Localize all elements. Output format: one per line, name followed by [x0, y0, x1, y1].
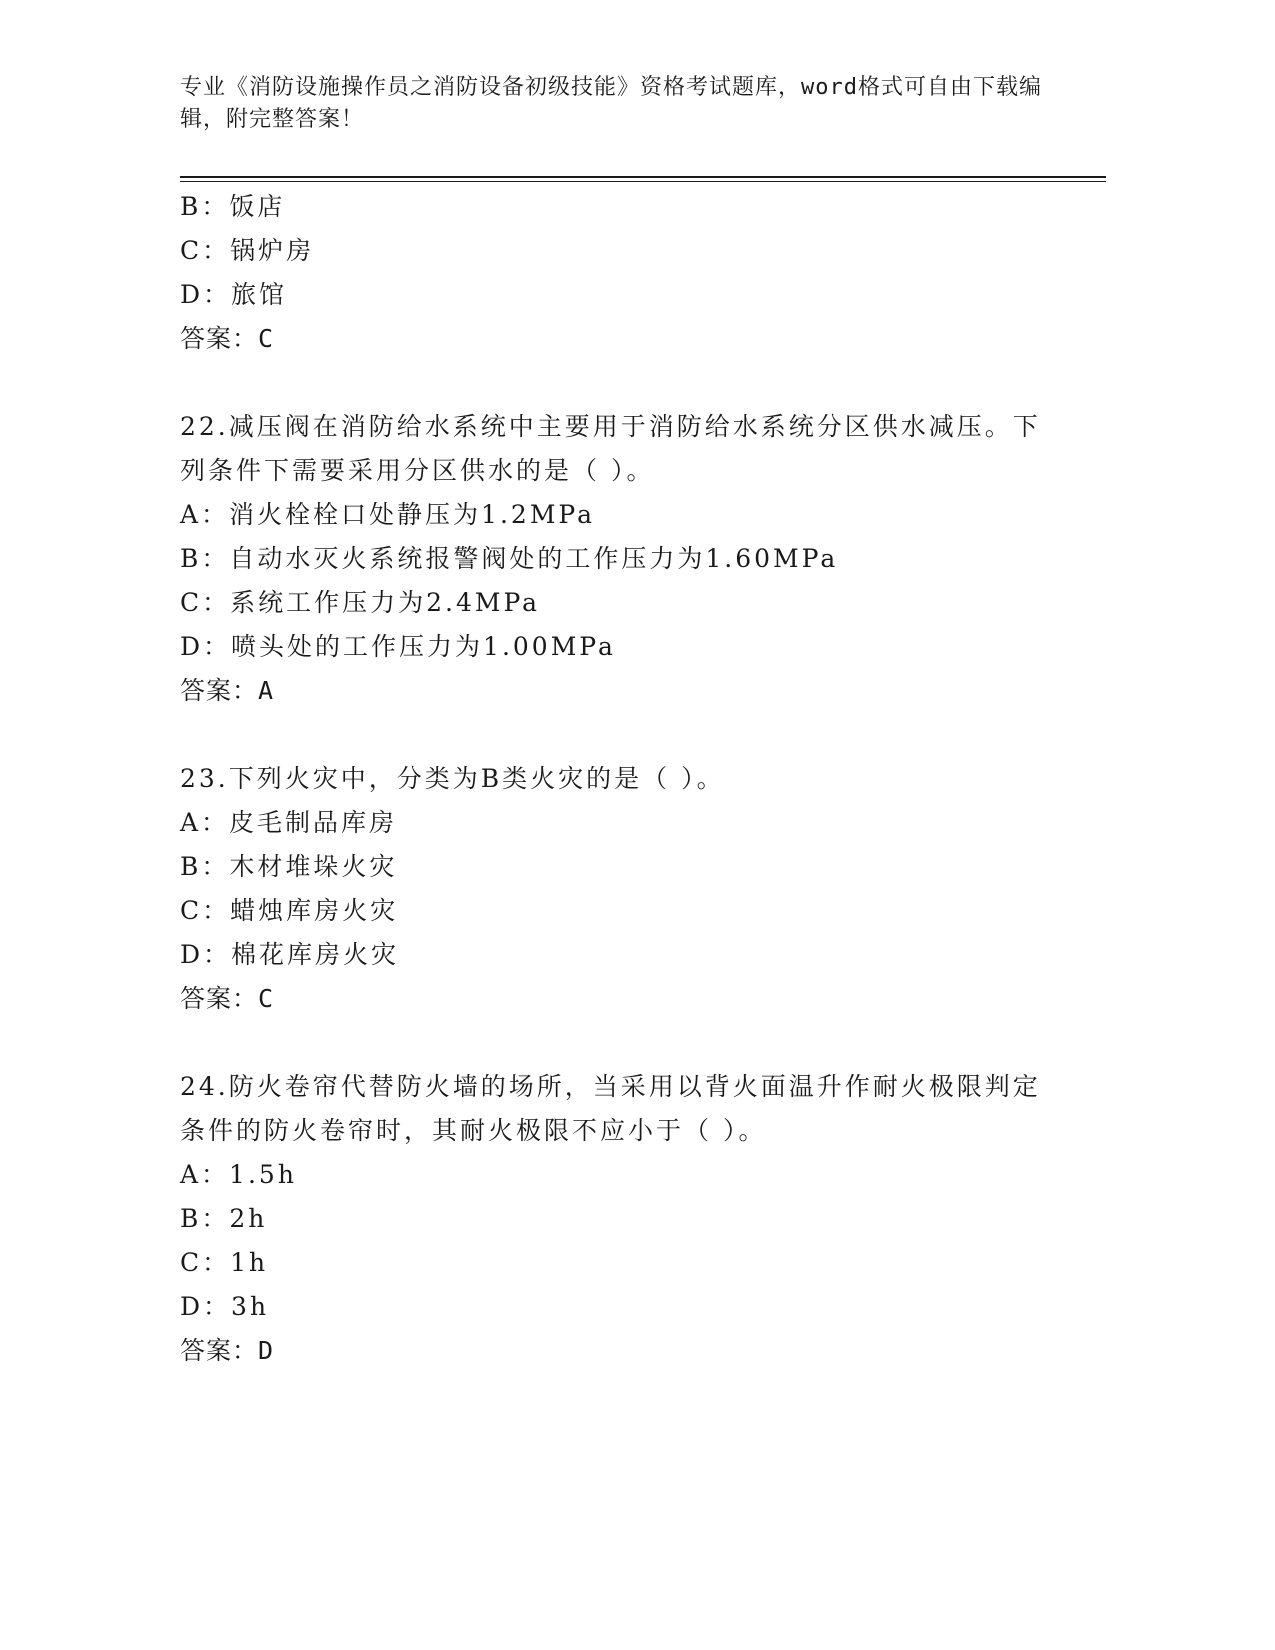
- spacer: [180, 713, 1060, 757]
- answer-line: 答案：A: [180, 676, 275, 705]
- question-24: [180, 1065, 1060, 1373]
- option-a: A：消火栓栓口处静压为1.2MPa: [180, 500, 596, 529]
- answer-line: 答案：D: [180, 1336, 275, 1365]
- question-text-line: 条件的防火卷帘时，其耐火极限不应小于（ ）。: [180, 1116, 767, 1145]
- question-21-continued: [180, 185, 1060, 361]
- option-b: B：2h: [180, 1204, 268, 1233]
- option-d: D：棉花库房火灾: [180, 940, 400, 969]
- header-divider-thick: [180, 176, 1106, 178]
- option-b: B：饭店: [180, 192, 286, 221]
- option-c: C：系统工作压力为2.4MPa: [180, 588, 541, 617]
- question-23: [180, 757, 1060, 1021]
- question-text-line: 23.下列火灾中，分类为B类火灾的是（ ）。: [180, 764, 725, 793]
- option-d: D：旅馆: [180, 280, 288, 309]
- option-d: D：喷头处的工作压力为1.00MPa: [180, 632, 616, 661]
- question-22: [180, 405, 1060, 713]
- spacer: [180, 1021, 1060, 1065]
- question-text-line: 列条件下需要采用分区供水的是（ ）。: [180, 456, 655, 485]
- option-a: A：皮毛制品库房: [180, 808, 398, 837]
- option-b: B：木材堆垛火灾: [180, 852, 398, 881]
- spacer: [180, 361, 1060, 405]
- header-divider-thin: [180, 181, 1106, 182]
- option-c: C：1h: [180, 1248, 269, 1277]
- option-c: C：锅炉房: [180, 236, 315, 265]
- answer-line: 答案：C: [180, 984, 275, 1013]
- question-text-line: 22.减压阀在消防给水系统中主要用于消防给水系统分区供水减压。下: [180, 412, 1041, 441]
- answer-line: 答案：C: [180, 324, 275, 353]
- option-b: B：自动水灭火系统报警阀处的工作压力为1.60MPa: [180, 544, 839, 573]
- option-d: D：3h: [180, 1292, 270, 1321]
- document-header: 专业《消防设施操作员之消防设备初级技能》资格考试题库，word格式可自由下载编辑，附完整答案！: [180, 75, 1042, 132]
- question-text-line: 24.防火卷帘代替防火墙的场所，当采用以背火面温升作耐火极限判定: [180, 1072, 1041, 1101]
- option-a: A：1.5h: [180, 1160, 297, 1189]
- option-c: C：蜡烛库房火灾: [180, 896, 399, 925]
- question-list: [180, 185, 1060, 1373]
